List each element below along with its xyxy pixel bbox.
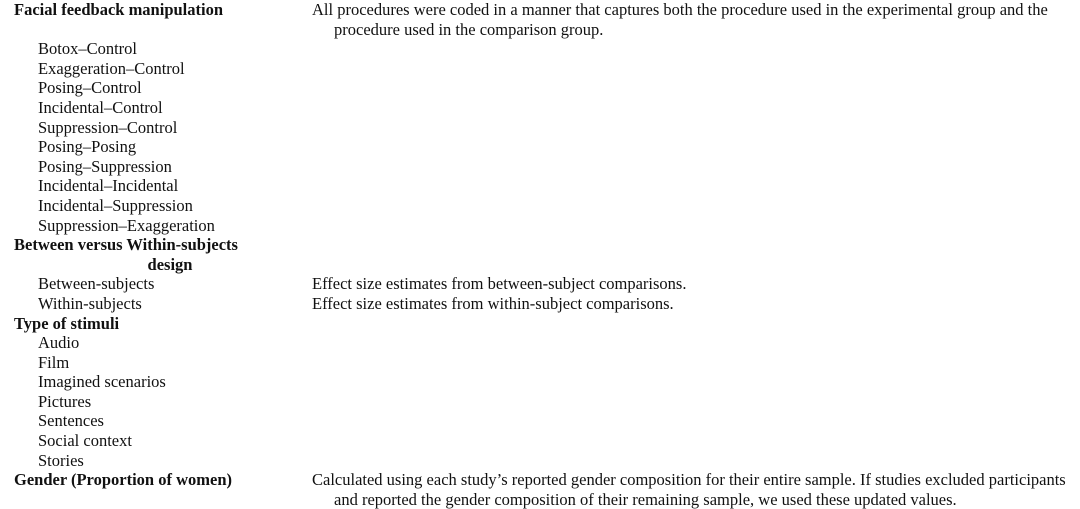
table-row [0,333,1080,353]
table-row [0,294,1080,314]
description-cell [300,372,1080,392]
level-label: Suppression–Exaggeration [38,215,215,235]
table-row [0,118,1080,138]
level-cell [0,431,300,451]
level-label: Between-subjects [38,274,155,294]
level-label: Audio [38,333,80,353]
table-row [0,39,1080,59]
level-cell [0,451,300,471]
description-cell [300,314,1080,334]
moderator-label: Facial feedback manipulation [14,0,224,19]
level-label: Suppression–Control [38,117,178,137]
description-text: All procedures were coded in a manner that captures both the procedure used in the experimental group and the procedure used in the comparison group. [312,0,1048,39]
table-row [0,314,1080,334]
level-label: Incidental–Incidental [38,176,179,196]
description-cell [300,431,1080,451]
moderator-label [0,235,300,274]
description-cell [300,216,1080,236]
description-cell [300,59,1080,79]
table-row [0,392,1080,412]
level-cell [0,59,300,79]
table-row [0,274,1080,294]
table-row [0,372,1080,392]
level-label: Exaggeration–Control [38,58,185,78]
level-cell [0,333,300,353]
description-cell [300,333,1080,353]
level-cell [0,294,300,314]
description-cell [300,118,1080,138]
level-label: Stories [38,450,84,470]
description-cell [300,196,1080,216]
level-cell [0,98,300,118]
table-row [0,196,1080,216]
description-cell [300,39,1080,59]
level-label: Posing–Suppression [38,156,172,176]
level-label: Imagined scenarios [38,372,166,392]
description-cell [300,274,1080,294]
description-cell [300,157,1080,177]
level-cell [0,176,300,196]
description-cell [300,353,1080,373]
moderator-cell [0,235,300,274]
moderator-label: Type of stimuli [14,313,120,333]
level-label: Incidental–Suppression [38,195,193,215]
level-cell [0,137,300,157]
description-cell [300,411,1080,431]
table-row [0,98,1080,118]
level-label: Posing–Posing [38,137,137,157]
description-cell [300,470,1080,509]
level-cell [0,157,300,177]
table-row [0,78,1080,98]
description-cell [300,235,1080,274]
level-label: Pictures [38,391,92,411]
description-cell [300,176,1080,196]
table-row [0,431,1080,451]
table-row [0,235,1080,274]
level-label: Botox–Control [38,39,138,59]
table-row [0,0,1080,39]
level-cell [0,39,300,59]
level-cell [0,353,300,373]
level-label: Social context [38,431,132,451]
description-cell [300,137,1080,157]
description-cell [300,98,1080,118]
level-label: Film [38,352,70,372]
level-cell [0,274,300,294]
description-cell [300,451,1080,471]
level-cell [0,78,300,98]
table-row [0,470,1080,509]
table-row [0,59,1080,79]
table-row [0,216,1080,236]
level-label: Incidental–Control [38,97,163,117]
moderator-cell [0,0,300,39]
level-cell [0,118,300,138]
description-cell [300,294,1080,314]
description-cell [300,0,1080,39]
moderator-cell [0,314,300,334]
description-cell [300,392,1080,412]
moderator-label-continuation: design [147,254,193,274]
level-label: Within-subjects [38,293,142,313]
table-row [0,176,1080,196]
level-cell [0,392,300,412]
moderator-label-text: Between versus Within-subjects [14,235,238,255]
level-cell [0,372,300,392]
table-row [0,353,1080,373]
table-row [0,451,1080,471]
level-cell [0,196,300,216]
table-row [0,137,1080,157]
level-label: Posing–Control [38,78,142,98]
moderator-cell [0,470,300,509]
level-label: Sentences [38,411,104,431]
moderator-label: Gender (Proportion of women) [14,470,232,490]
description-text: Effect size estimates from between-subject comparisons. [312,274,687,294]
description-cell [300,78,1080,98]
level-cell [0,216,300,236]
description-text: Calculated using each study’s reported gender composition for their entire sample. If studies excluded participants and reported the gender composition of their remaining sample, we used these updated values. [312,470,1066,509]
description-text: Effect size estimates from within-subject comparisons. [312,293,674,313]
table-row [0,411,1080,431]
table-row [0,157,1080,177]
level-cell [0,411,300,431]
